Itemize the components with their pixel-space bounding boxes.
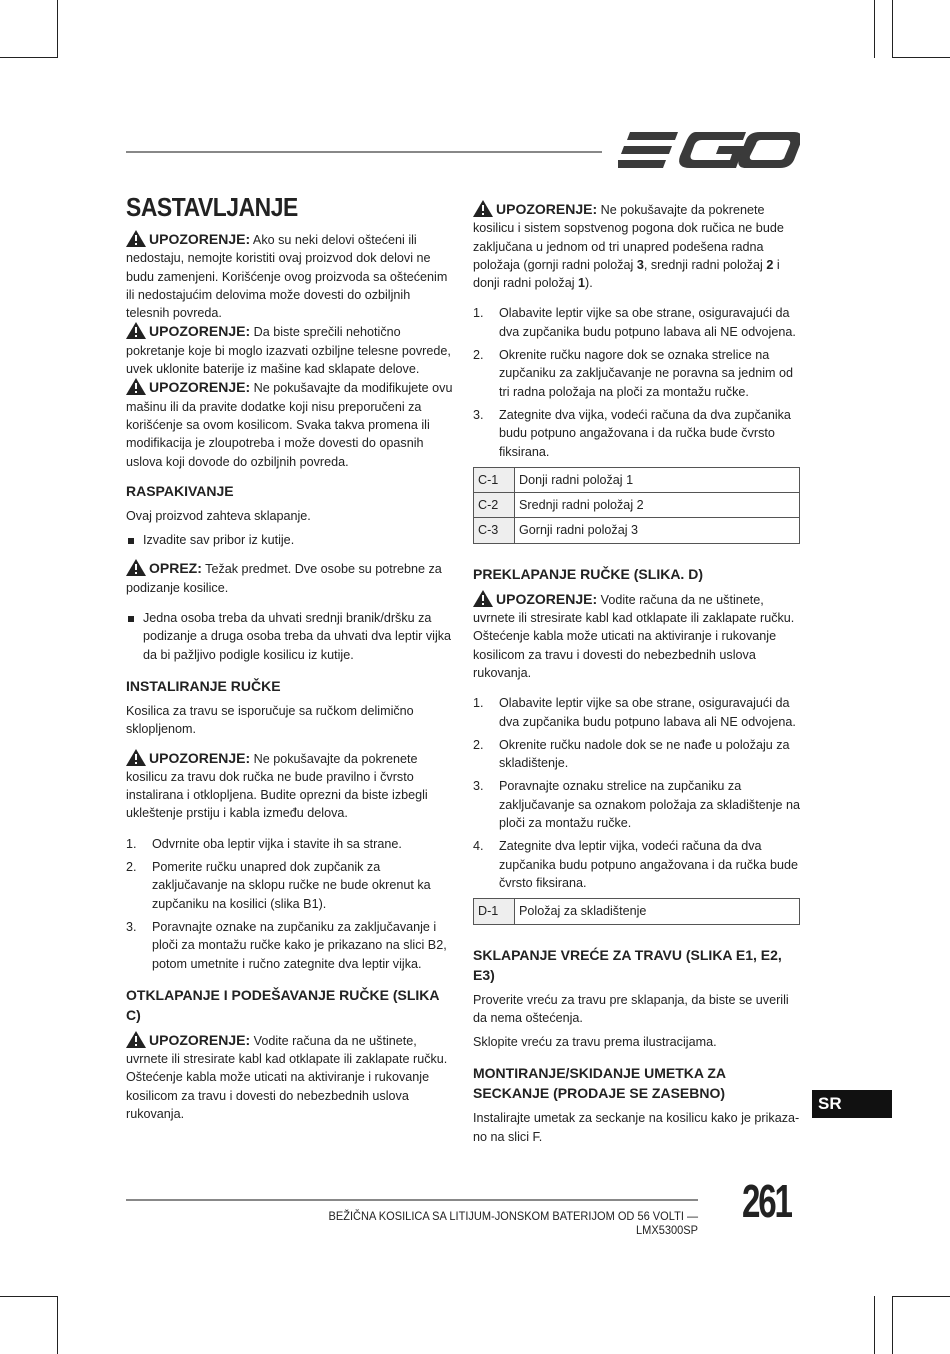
warning-text: Ne pokušavajte da pokrenete kosilicu i sistem sopstvenog pogona dok ručica ne bude zaključana u jednom od tri unapred podešena radna položaja (gornji radni položaj <box>473 203 784 272</box>
warning-triangle-icon <box>126 378 146 395</box>
warning-triangle-icon <box>126 1031 146 1048</box>
bullet-text: Jedna osoba treba da uhvati srednji branik/dršku za podizanje a druga osoba treba da uhvati dva leptir vijka da bi pažljivo podigle kosilicu iz kutije. <box>143 611 452 662</box>
step-text: Olabavite leptir vijke sa obe strane, osiguravajući da dva zupčanika budu potpuno labava ali NE odvojena. <box>499 696 796 729</box>
list-item <box>126 858 456 913</box>
table-value: Gornji radni položaj 3 <box>515 518 800 543</box>
table-key: C-3 <box>474 518 515 543</box>
warning-triangle-icon <box>126 230 146 247</box>
warning-text: Ne pokušavajte da modifikujete ovu mašinu ili da pravite dodatke koji nisu preporučeni za korišćenje sa ovom kosilicom. Svaka takva promena ili modifikacija je zloupotreba i može dovesti do opasnih uslova koji dovode do ozbiljnih povreda. <box>126 381 453 469</box>
warning-block <box>126 378 456 470</box>
table-value: Donji radni položaj 1 <box>515 467 800 492</box>
step-number: 3. <box>473 779 484 794</box>
warning-triangle-icon <box>473 200 493 217</box>
section-heading-unfold: OTKLAPANJE I PODEŠAVANJE RUČKE (SLIKA C) <box>126 986 439 1023</box>
position-table-d <box>473 898 800 924</box>
table-key: D-1 <box>474 899 515 924</box>
warning-block <box>126 322 456 378</box>
page-number: 261 <box>742 1175 791 1227</box>
paragraph: Kosilica za travu se isporučuje sa ručkom delimično sklopljenom. <box>126 703 414 737</box>
section-heading-bag: SKLAPANJE VREĆE ZA TRAVU (SLIKA E1, E2, E3) <box>473 946 782 983</box>
left-column <box>126 186 456 1123</box>
step-text: Okrenite ručku nagore dok se oznaka strelice na zupčaniku za zaključavanje ne poravna sa jednim od tri radna položaja na ploči za montažu ručke. <box>499 348 794 399</box>
warning-label: UPOZORENJE: <box>496 201 598 217</box>
caution-text: Težak predmet. Dve osobe su potrebne za podizanje kosilice. <box>126 562 442 595</box>
position-number: 2 <box>766 257 774 272</box>
list-item <box>473 346 803 401</box>
warning-triangle-icon <box>126 559 146 576</box>
paragraph: Ovaj proizvod zahteva sklapanje. <box>126 508 311 523</box>
warning-block <box>126 1031 456 1123</box>
table-value: Srednji radni položaj 2 <box>515 493 800 518</box>
warning-text: i donji radni položaj <box>473 257 780 291</box>
caution-label: OPREZ: <box>149 560 202 577</box>
position-number: 1 <box>578 276 586 291</box>
position-number: 3 <box>636 257 644 272</box>
warning-label: UPOZORENJE: <box>149 231 251 247</box>
step-number: 2. <box>473 348 484 363</box>
table-key: C-1 <box>474 467 515 492</box>
warning-block <box>126 230 456 322</box>
step-text: Zategnite dva vijka, vodeći računa da dva zupčanika budu potpuno angažovana i da ručka bude čvrsto fiksirana. <box>499 407 791 459</box>
crop-mark <box>892 1296 950 1297</box>
warning-text: Ako su neki delovi oštećeni ili nedostaju, nemojte koristiti ovaj proizvod dok delovi ne budu zamenjeni. Korišćenje ovog proizvoda sa oštećenim ili nedostajućim delovima može dovesti do ozbiljnih telesnih povreda. <box>126 233 448 321</box>
bullet-item <box>126 531 456 549</box>
list-item <box>473 304 803 341</box>
warning-triangle-icon <box>473 590 493 607</box>
crop-mark <box>57 1296 58 1354</box>
warning-label: UPOZORENJE: <box>149 749 251 766</box>
right-column <box>473 200 803 1146</box>
step-text: Zategnite dva leptir vijka, vodeći računa da dva zupčanika budu potpuno angažovana i da ručka bude čvrsto fiksirana. <box>499 839 798 890</box>
crop-mark <box>874 0 875 58</box>
section-heading-install: INSTALIRANJE RUČKE <box>126 677 281 694</box>
step-text: Pomerite ručku unapred dok zupčanik za zaključavanje na sklopu ručke ne bude okrenut ka zupčaniku na kosilici (slika B1). <box>152 860 431 911</box>
section-heading-fold: PREKLAPANJE RUČKE (SLIKA. D) <box>473 565 703 582</box>
list-item <box>473 694 803 731</box>
bullet-item <box>126 609 456 664</box>
ego-logo <box>618 130 800 170</box>
list-item <box>473 837 803 892</box>
crop-mark <box>892 1296 893 1354</box>
table-row <box>474 518 800 543</box>
list-item <box>473 736 803 773</box>
table-row <box>474 493 800 518</box>
step-text: Poravnajte oznake na zupčaniku za zaključavanje i ploči za montažu ručke kako je prikazano na slici B2, potom umetnite i ručno zategnite dva leptir vijka. <box>152 919 447 971</box>
step-number: 3. <box>473 407 484 422</box>
warning-triangle-icon <box>126 322 146 339</box>
position-table-c <box>473 467 800 544</box>
step-text: Olabavite leptir vijke sa obe strane, osiguravajući da dva zupčanika budu potpuno labava ali NE odvojena. <box>499 306 796 339</box>
warning-text: Ne pokušavajte da pokrenete kosilicu za travu dok ručka ne bude pravilno i čvrsto instalirana i otklopljena. Budite oprezni da biste izbegli ukleštenje prstiju i kabla između delova. <box>126 751 428 821</box>
crop-mark <box>0 1296 58 1297</box>
warning-text: Da biste sprečili nehotično pokretanje koje bi moglo izazvati ozbiljne telesne povrede, uvek uklonite baterije iz mašine kad sklapate delove. <box>126 325 451 377</box>
language-tab: SR <box>812 1090 892 1118</box>
crop-mark <box>892 57 950 58</box>
footer-rule <box>126 1199 698 1201</box>
step-number: 4. <box>473 839 484 854</box>
warning-text: Vodite računa da ne uštinete, uvrnete ili stresirate kabl kad otklapate ili zaklapate ručku. Oštećenje kabla može uticati na aktiviranje i rukovanje kosilicom za travu i dovesti do nebezbednih uslova rukovanja. <box>473 592 795 680</box>
warning-label: UPOZORENJE: <box>496 590 598 607</box>
crop-mark <box>874 1296 875 1354</box>
step-text: Poravnajte oznaku strelice na zupčaniku za zaključavanje sa oznakom položaja za skladištenje na ploči za montažu ručke. <box>499 779 801 831</box>
list-item <box>126 835 456 853</box>
caution-block <box>126 559 456 597</box>
section-heading-unpacking: RASPAKIVANJE <box>126 482 234 499</box>
paragraph: Proverite vreću za travu pre sklapanja, da biste se uverili da nema oštećenja. <box>473 992 789 1025</box>
step-text: Okrenite ručku nadole dok se ne nađe u položaju za skladištenje. <box>499 737 790 771</box>
warning-label: UPOZORENJE: <box>149 1031 251 1048</box>
paragraph: Instalirajte umetak za seckanje na kosilicu kako je prikaza-no na slici F. <box>473 1111 800 1144</box>
step-number: 2. <box>126 860 137 875</box>
warning-text: Vodite računa da ne uštinete, uvrnete ili stresirate kabl kad otklapate ili zaklapate ručku. Oštećenje kabla može uticati na aktiviranje i rukovanje kosilicom za travu i dovesti do nebezbednih uslova rukovanja. <box>126 1033 448 1121</box>
page-title: SASTAVLJANJE <box>126 192 298 222</box>
crop-mark <box>0 57 58 58</box>
paragraph: Sklopite vreću za travu prema ilustracijama. <box>473 1035 717 1050</box>
list-item <box>473 777 803 832</box>
step-number: 1. <box>473 306 484 321</box>
warning-label: UPOZORENJE: <box>149 379 251 396</box>
warning-triangle-icon <box>126 749 146 766</box>
warning-label: UPOZORENJE: <box>149 323 251 340</box>
table-row <box>474 467 800 492</box>
bullet-square-icon <box>128 538 134 544</box>
warning-block <box>473 590 803 682</box>
step-number: 3. <box>126 919 137 934</box>
crop-mark <box>57 0 58 58</box>
table-row <box>474 899 800 924</box>
warning-block <box>473 200 803 292</box>
crop-mark <box>892 0 893 58</box>
step-number: 2. <box>473 737 484 752</box>
warning-text: , srednji radni položaj <box>643 257 767 272</box>
header-rule <box>126 151 602 153</box>
step-number: 1. <box>473 696 484 711</box>
step-number: 1. <box>126 836 137 851</box>
warning-block <box>126 749 456 823</box>
list-item <box>473 406 803 461</box>
warning-text: ). <box>585 276 593 291</box>
list-item <box>126 918 456 973</box>
table-key: C-2 <box>474 493 515 518</box>
table-value: Položaj za skladištenje <box>515 899 800 924</box>
section-heading-mulch: MONTIRANJE/SKIDANJE UMETKA ZA SECKANJE (PRODAJE SE ZASEBNO) <box>473 1065 726 1102</box>
bullet-text: Izvadite sav pribor iz kutije. <box>143 533 295 548</box>
step-text: Odvrnite oba leptir vijka i stavite ih sa strane. <box>152 836 402 851</box>
footer-text: BEŽIČNA KOSILICA SA LITIJUM-JONSKOM BATERIJOM OD 56 VOLTI — LMX5300SP <box>328 1209 698 1237</box>
bullet-square-icon <box>128 616 134 622</box>
